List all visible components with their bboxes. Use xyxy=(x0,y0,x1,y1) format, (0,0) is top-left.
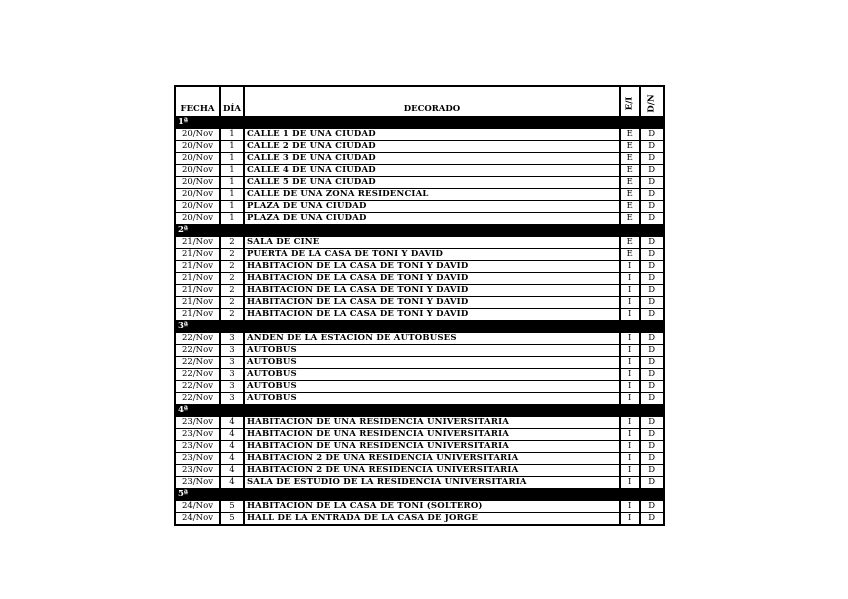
day-number-cell: 4 xyxy=(220,477,244,489)
set-description-cell: AUTOBUS xyxy=(244,357,620,369)
table-row xyxy=(175,249,664,261)
table-row xyxy=(175,513,664,526)
day-number-cell: 1 xyxy=(220,189,244,201)
exterior-interior-cell: I xyxy=(620,453,640,465)
date-cell: 21/Nov xyxy=(175,309,220,321)
date-cell: 20/Nov xyxy=(175,201,220,213)
date-cell: 21/Nov xyxy=(175,261,220,273)
day-header-row xyxy=(175,489,664,501)
day-number-cell: 2 xyxy=(220,309,244,321)
date-cell: 20/Nov xyxy=(175,189,220,201)
table-row xyxy=(175,357,664,369)
day-label: 5ª xyxy=(175,489,664,501)
exterior-interior-cell: E xyxy=(620,129,640,141)
exterior-interior-cell: E xyxy=(620,201,640,213)
set-description-cell: HABITACION DE LA CASA DE TONI Y DAVID xyxy=(244,261,620,273)
set-description-cell: PUERTA DE LA CASA DE TONI Y DAVID xyxy=(244,249,620,261)
day-night-cell: D xyxy=(640,381,664,393)
day-night-cell: D xyxy=(640,357,664,369)
date-cell: 23/Nov xyxy=(175,429,220,441)
date-cell: 21/Nov xyxy=(175,237,220,249)
exterior-interior-cell: I xyxy=(620,381,640,393)
exterior-interior-cell: I xyxy=(620,465,640,477)
exterior-interior-cell: I xyxy=(620,261,640,273)
day-number-cell: 3 xyxy=(220,381,244,393)
day-number-cell: 2 xyxy=(220,261,244,273)
table-row xyxy=(175,333,664,345)
exterior-interior-cell: I xyxy=(620,357,640,369)
day-number-cell: 4 xyxy=(220,465,244,477)
day-night-cell: D xyxy=(640,513,664,526)
table-row xyxy=(175,477,664,489)
day-night-cell: D xyxy=(640,465,664,477)
table-row xyxy=(175,201,664,213)
table-row xyxy=(175,189,664,201)
day-number-cell: 1 xyxy=(220,177,244,189)
set-description-cell: CALLE 4 DE UNA CIUDAD xyxy=(244,165,620,177)
date-cell: 22/Nov xyxy=(175,393,220,405)
set-description-cell: HABITACION DE LA CASA DE TONI Y DAVID xyxy=(244,297,620,309)
exterior-interior-cell: E xyxy=(620,249,640,261)
header-fecha: FECHA xyxy=(175,86,220,117)
date-cell: 20/Nov xyxy=(175,141,220,153)
set-description-cell: CALLE 5 DE UNA CIUDAD xyxy=(244,177,620,189)
day-header-row xyxy=(175,321,664,333)
table-row xyxy=(175,441,664,453)
set-description-cell: HABITACION DE UNA RESIDENCIA UNIVERSITARIA xyxy=(244,441,620,453)
day-number-cell: 5 xyxy=(220,501,244,513)
exterior-interior-cell: E xyxy=(620,213,640,225)
day-number-cell: 1 xyxy=(220,213,244,225)
day-night-cell: D xyxy=(640,453,664,465)
table-row xyxy=(175,393,664,405)
day-night-cell: D xyxy=(640,333,664,345)
day-number-cell: 1 xyxy=(220,153,244,165)
table-row xyxy=(175,465,664,477)
day-number-cell: 5 xyxy=(220,513,244,526)
date-cell: 22/Nov xyxy=(175,333,220,345)
table-row xyxy=(175,429,664,441)
set-description-cell: HABITACION DE UNA RESIDENCIA UNIVERSITARIA xyxy=(244,429,620,441)
day-number-cell: 4 xyxy=(220,453,244,465)
day-night-cell: D xyxy=(640,129,664,141)
exterior-interior-cell: I xyxy=(620,477,640,489)
day-label: 4ª xyxy=(175,405,664,417)
set-description-cell: HALL DE LA ENTRADA DE LA CASA DE JORGE xyxy=(244,513,620,526)
date-cell: 23/Nov xyxy=(175,417,220,429)
exterior-interior-cell: I xyxy=(620,345,640,357)
day-night-cell: D xyxy=(640,417,664,429)
day-night-cell: D xyxy=(640,165,664,177)
day-label: 2ª xyxy=(175,225,664,237)
day-night-cell: D xyxy=(640,201,664,213)
set-description-cell: HABITACION DE UNA RESIDENCIA UNIVERSITARIA xyxy=(244,417,620,429)
day-number-cell: 3 xyxy=(220,369,244,381)
date-cell: 20/Nov xyxy=(175,129,220,141)
day-night-cell: D xyxy=(640,141,664,153)
day-night-cell: D xyxy=(640,177,664,189)
day-night-cell: D xyxy=(640,345,664,357)
exterior-interior-cell: I xyxy=(620,417,640,429)
table-row xyxy=(175,165,664,177)
date-cell: 23/Nov xyxy=(175,441,220,453)
day-night-cell: D xyxy=(640,309,664,321)
date-cell: 22/Nov xyxy=(175,345,220,357)
header-decorado: DECORADO xyxy=(244,86,620,117)
day-number-cell: 1 xyxy=(220,129,244,141)
set-description-cell: HABITACION 2 DE UNA RESIDENCIA UNIVERSITARIA xyxy=(244,453,620,465)
date-cell: 24/Nov xyxy=(175,513,220,526)
day-header-row xyxy=(175,405,664,417)
day-label: 3ª xyxy=(175,321,664,333)
day-number-cell: 2 xyxy=(220,273,244,285)
set-description-cell: ANDEN DE LA ESTACION DE AUTOBUSES xyxy=(244,333,620,345)
set-description-cell: HABITACION DE LA CASA DE TONI Y DAVID xyxy=(244,309,620,321)
table-row xyxy=(175,177,664,189)
day-number-cell: 4 xyxy=(220,441,244,453)
table-row xyxy=(175,297,664,309)
day-number-cell: 2 xyxy=(220,237,244,249)
set-description-cell: HABITACION DE LA CASA DE TONI Y DAVID xyxy=(244,273,620,285)
day-header-row xyxy=(175,117,664,129)
date-cell: 21/Nov xyxy=(175,297,220,309)
exterior-interior-cell: I xyxy=(620,513,640,526)
set-description-cell: CALLE 3 DE UNA CIUDAD xyxy=(244,153,620,165)
day-night-cell: D xyxy=(640,153,664,165)
set-description-cell: SALA DE CINE xyxy=(244,237,620,249)
day-number-cell: 3 xyxy=(220,393,244,405)
set-description-cell: SALA DE ESTUDIO DE LA RESIDENCIA UNIVERSITARIA xyxy=(244,477,620,489)
set-description-cell: HABITACION DE LA CASA DE TONI Y DAVID xyxy=(244,285,620,297)
set-description-cell: AUTOBUS xyxy=(244,393,620,405)
shooting-schedule-table xyxy=(174,85,665,526)
table-row xyxy=(175,345,664,357)
set-description-cell: CALLE 1 DE UNA CIUDAD xyxy=(244,129,620,141)
header-dia: DÍA xyxy=(220,86,244,117)
exterior-interior-cell: I xyxy=(620,501,640,513)
date-cell: 21/Nov xyxy=(175,273,220,285)
schedule-body xyxy=(175,117,664,526)
day-number-cell: 2 xyxy=(220,297,244,309)
set-description-cell: AUTOBUS xyxy=(244,369,620,381)
day-number-cell: 1 xyxy=(220,141,244,153)
day-number-cell: 1 xyxy=(220,201,244,213)
day-night-cell: D xyxy=(640,369,664,381)
day-number-cell: 3 xyxy=(220,357,244,369)
day-night-cell: D xyxy=(640,297,664,309)
day-night-cell: D xyxy=(640,441,664,453)
date-cell: 21/Nov xyxy=(175,249,220,261)
date-cell: 24/Nov xyxy=(175,501,220,513)
day-night-cell: D xyxy=(640,213,664,225)
day-night-cell: D xyxy=(640,249,664,261)
set-description-cell: CALLE 2 DE UNA CIUDAD xyxy=(244,141,620,153)
exterior-interior-cell: E xyxy=(620,177,640,189)
day-number-cell: 4 xyxy=(220,429,244,441)
date-cell: 20/Nov xyxy=(175,153,220,165)
date-cell: 23/Nov xyxy=(175,465,220,477)
header-dn xyxy=(640,86,664,117)
table-row xyxy=(175,129,664,141)
set-description-cell: HABITACION DE LA CASA DE TONI (SOLTERO) xyxy=(244,501,620,513)
set-description-cell: PLAZA DE UNA CIUDAD xyxy=(244,201,620,213)
day-number-cell: 3 xyxy=(220,333,244,345)
table-row xyxy=(175,285,664,297)
exterior-interior-cell: E xyxy=(620,153,640,165)
exterior-interior-cell: E xyxy=(620,237,640,249)
day-number-cell: 2 xyxy=(220,249,244,261)
day-night-cell: D xyxy=(640,237,664,249)
set-description-cell: CALLE DE UNA ZONA RESIDENCIAL xyxy=(244,189,620,201)
table-row xyxy=(175,273,664,285)
header-row xyxy=(175,86,664,117)
day-night-cell: D xyxy=(640,477,664,489)
date-cell: 20/Nov xyxy=(175,177,220,189)
table-row xyxy=(175,369,664,381)
header-ei xyxy=(620,86,640,117)
table-row xyxy=(175,417,664,429)
date-cell: 22/Nov xyxy=(175,357,220,369)
header-ei-label: E/I xyxy=(624,96,635,111)
date-cell: 23/Nov xyxy=(175,453,220,465)
table-row xyxy=(175,237,664,249)
exterior-interior-cell: I xyxy=(620,309,640,321)
exterior-interior-cell: I xyxy=(620,333,640,345)
day-night-cell: D xyxy=(640,261,664,273)
date-cell: 22/Nov xyxy=(175,381,220,393)
date-cell: 22/Nov xyxy=(175,369,220,381)
set-description-cell: AUTOBUS xyxy=(244,381,620,393)
date-cell: 20/Nov xyxy=(175,213,220,225)
day-night-cell: D xyxy=(640,189,664,201)
exterior-interior-cell: I xyxy=(620,441,640,453)
set-description-cell: PLAZA DE UNA CIUDAD xyxy=(244,213,620,225)
day-night-cell: D xyxy=(640,429,664,441)
day-night-cell: D xyxy=(640,285,664,297)
day-night-cell: D xyxy=(640,393,664,405)
set-description-cell: HABITACION 2 DE UNA RESIDENCIA UNIVERSITARIA xyxy=(244,465,620,477)
table-row xyxy=(175,309,664,321)
day-number-cell: 3 xyxy=(220,345,244,357)
table-row xyxy=(175,153,664,165)
exterior-interior-cell: I xyxy=(620,429,640,441)
exterior-interior-cell: I xyxy=(620,273,640,285)
exterior-interior-cell: I xyxy=(620,369,640,381)
set-description-cell: AUTOBUS xyxy=(244,345,620,357)
table-row xyxy=(175,213,664,225)
date-cell: 23/Nov xyxy=(175,477,220,489)
exterior-interior-cell: I xyxy=(620,297,640,309)
exterior-interior-cell: E xyxy=(620,189,640,201)
day-number-cell: 4 xyxy=(220,417,244,429)
table-row xyxy=(175,501,664,513)
day-header-row xyxy=(175,225,664,237)
day-number-cell: 1 xyxy=(220,165,244,177)
table-row xyxy=(175,381,664,393)
header-dn-label: D/N xyxy=(646,94,657,113)
day-label: 1ª xyxy=(175,117,664,129)
table-row xyxy=(175,141,664,153)
day-number-cell: 2 xyxy=(220,285,244,297)
exterior-interior-cell: I xyxy=(620,393,640,405)
table-row xyxy=(175,453,664,465)
day-night-cell: D xyxy=(640,501,664,513)
exterior-interior-cell: E xyxy=(620,141,640,153)
date-cell: 20/Nov xyxy=(175,165,220,177)
exterior-interior-cell: E xyxy=(620,165,640,177)
day-night-cell: D xyxy=(640,273,664,285)
date-cell: 21/Nov xyxy=(175,285,220,297)
exterior-interior-cell: I xyxy=(620,285,640,297)
table-row xyxy=(175,261,664,273)
